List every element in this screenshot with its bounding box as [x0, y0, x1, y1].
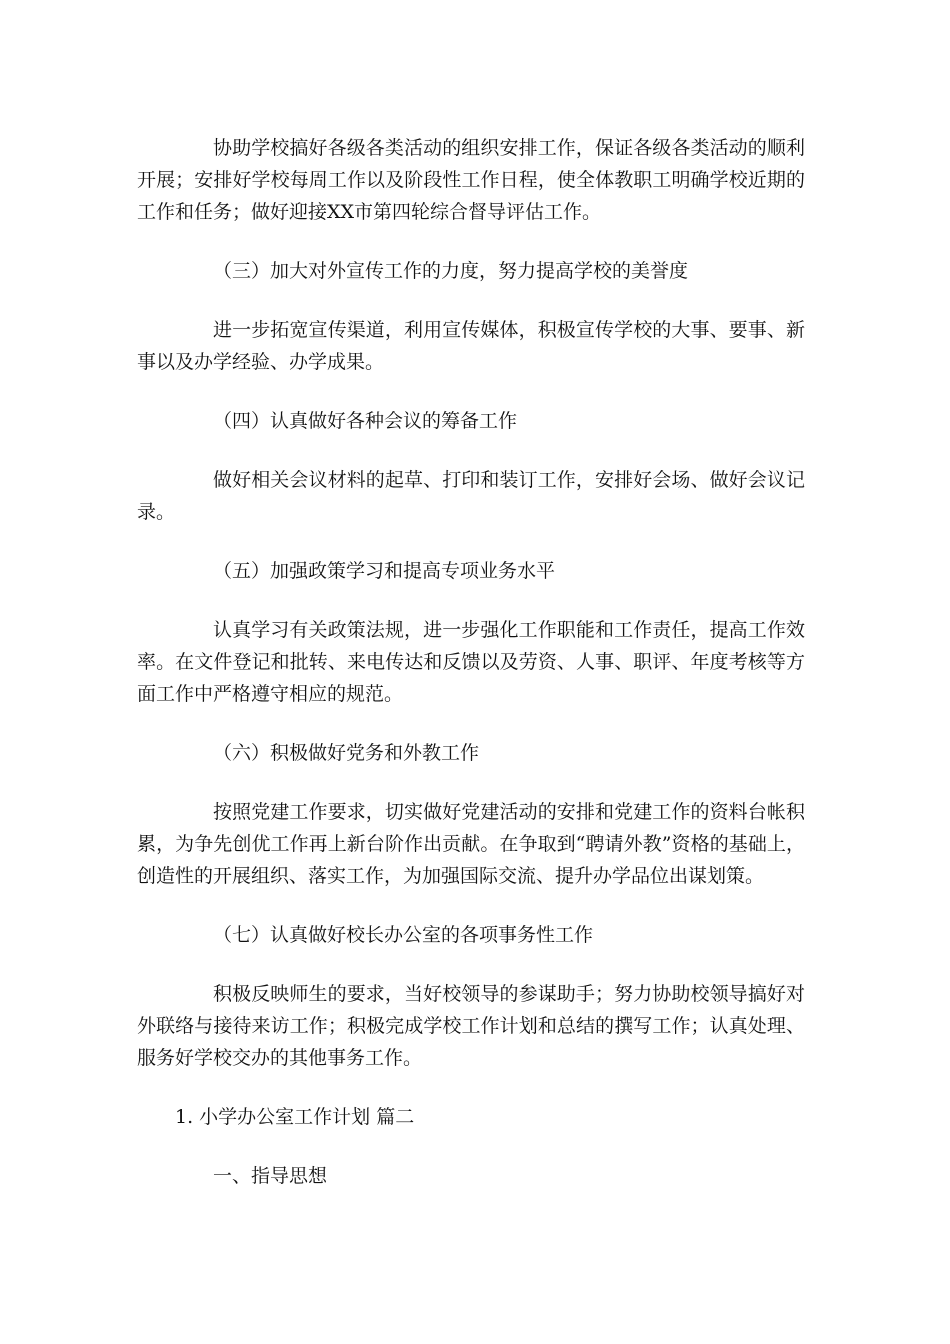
heading-publicity: （三）加大对外宣传工作的力度，努力提高学校的美誉度 — [213, 260, 689, 282]
paragraph-party-affairs: 按照党建工作要求，切实做好党建活动的安排和党建工作的资料台帐积累，为争先创优工作再上新台阶作出贡献。在争取到“聘请外教”资格的基础上，创造性的开展组织、落实工作，为加强国际交流、提升办学品位出谋划策。 — [137, 801, 805, 887]
heading-party-affairs: （六）积极做好党务和外教工作 — [213, 742, 480, 764]
document-body — [137, 132, 805, 1219]
paragraph-publicity: 进一步拓宽宣传渠道，利用宣传媒体，积极宣传学校的大事、要事、新事以及办学经验、办学成果。 — [137, 319, 805, 373]
heading-policy-study: （五）加强政策学习和提高专项业务水平 — [213, 560, 556, 582]
heading-office-affairs: （七）认真做好校长办公室的各项事务性工作 — [213, 924, 594, 946]
heading-meetings: （四）认真做好各种会议的筹备工作 — [213, 410, 518, 432]
paragraph-meetings: 做好相关会议材料的起草、打印和装订工作，安排好会场、做好会议记录。 — [137, 469, 805, 523]
paragraph-office-affairs: 积极反映师生的要求，当好校领导的参谋助手；努力协助校领导搞好对外联络与接待来访工作；积极完成学校工作计划和总结的撰写工作；认真处理、服务好学校交办的其他事务工作。 — [137, 983, 805, 1069]
paragraph-policy-study: 认真学习有关政策法规，进一步强化工作职能和工作责任，提高工作效率。在文件登记和批转、来电传达和反馈以及劳资、人事、职评、年度考核等方面工作中严格遵守相应的规范。 — [137, 619, 805, 705]
section-title-part-two: 1. 小学办公室工作计划 篇二 — [175, 1106, 415, 1128]
heading-guiding-ideology: 一、指导思想 — [213, 1165, 328, 1187]
paragraph-activities: 协助学校搞好各级各类活动的组织安排工作，保证各级各类活动的顺利开展；安排好学校每周工作以及阶段性工作日程，使全体教职工明确学校近期的工作和任务；做好迎接XX市第四轮综合督导评估工作。 — [137, 137, 805, 223]
